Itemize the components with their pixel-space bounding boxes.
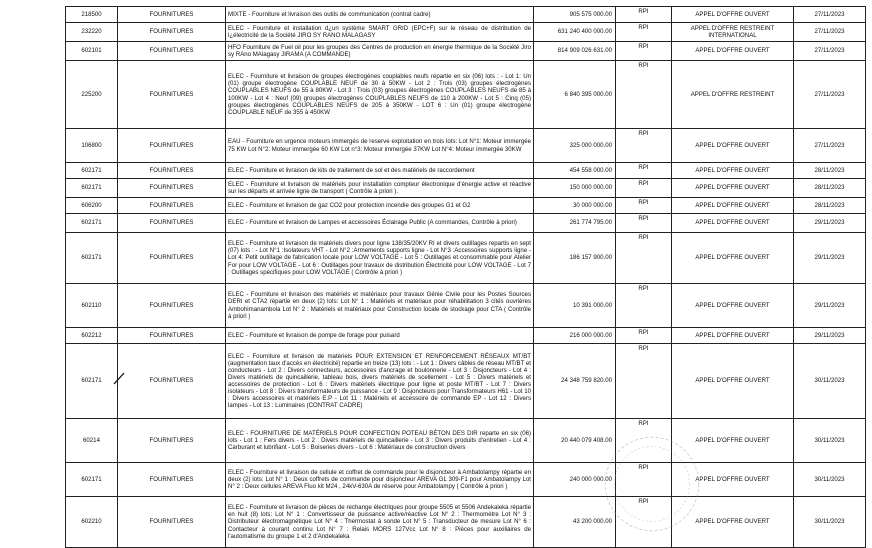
cell-date: 29/11/2023 bbox=[794, 233, 866, 284]
cell-procurement-mode: APPEL D'OFFRE OUVERT bbox=[672, 419, 794, 463]
cell-amount: 186 157 900.00 bbox=[534, 233, 616, 284]
procurement-table bbox=[65, 6, 865, 548]
cell-amount: 43 200 000.00 bbox=[534, 497, 616, 548]
cell-code: 225200 bbox=[66, 61, 118, 129]
cell-procurement-mode: APPEL D'OFFRE OUVERT bbox=[672, 179, 794, 198]
cell-procurement-mode: APPEL D'OFFRE OUVERT bbox=[672, 7, 794, 23]
table-row bbox=[66, 23, 866, 42]
cell-code: 602101 bbox=[66, 42, 118, 61]
table-row bbox=[66, 7, 866, 23]
cell-description: ELEC - Fourniture et livraison de kits de traitement de sol et des matériels de raccordement bbox=[226, 163, 534, 179]
cell-amount: 150 000 000.00 bbox=[534, 179, 616, 198]
cell-amount: 24 348 759 820.00 bbox=[534, 344, 616, 419]
cell-date: 27/11/2023 bbox=[794, 23, 866, 42]
cell-description: HFO Fourniture de Fuel oil pour les groupes des Centres de production en énergie thermique de la Société Jiro sy RAno MAlagasy JIRAMA (A COMMANDE) bbox=[226, 42, 534, 61]
table-row bbox=[66, 179, 866, 198]
cell-code: 602171 bbox=[66, 179, 118, 198]
cell-description: ELEC - Fourniture et livraison de matériels POUR EXTENSION ET RENFORCEMENT RÉSEAUX MT/BT (augmentation taux d'accès en électricité) repartie en treize (13) lots : - Lot 1 : Divers câbles de réseau MT/BT et conducteurs - Lot 2 : Divers connecteurs, accessoires d'ancrage et boulonnerie - Lot 3 : Disjoncteurs - Lot 4 : Divers matériels de quincaillerie, tableau bois, divers matériels de scellement - Lot 5 : Divers matériels et accessoires de protection - Lot 6 : Divers matériels électrique pour ligne et poste MT/BT - Lot 7 : Divers isolateurs - Lot 8 : Divers transformateurs de puissance - Lot 9 : Disjoncteurs pour Transformateurs H61 - Lot 10 : Divers accessoires et matériels E.P - Lot 11 : Matériels et accessoire de commande EP - Lot 12 : Divers lampes - Lot 13 : Luminaires (CONTRAT CADRE) bbox=[226, 344, 534, 419]
cell-code: 602210 bbox=[66, 497, 118, 548]
cell-type: FOURNITURES bbox=[118, 284, 226, 328]
cell-description: ELEC - Fourniture et livraison de matériels pour installation compteur électronique d'énergie active et réactive sur les départs et arrivée ligne de transport ( Contrôle à priori ). bbox=[226, 179, 534, 198]
cell-procurement-mode: APPEL D'OFFRE OUVERT bbox=[672, 129, 794, 163]
cell-code: 602171 bbox=[66, 163, 118, 179]
cell-type: FOURNITURES bbox=[118, 7, 226, 23]
cell-date: 29/11/2023 bbox=[794, 214, 866, 233]
table-row bbox=[66, 497, 866, 548]
cell-procurement-mode: APPEL D'OFFRE OUVERT bbox=[672, 463, 794, 497]
cell-procurement-mode: APPEL D'OFFRE OUVERT bbox=[672, 42, 794, 61]
cell-rpi: RPI bbox=[616, 328, 672, 344]
table-row bbox=[66, 61, 866, 129]
cell-description: ELEC - Fourniture et installation d¿un système SMART GRID (EPC+F) sur le réseau de distribution de l¿électricité de la Société JIRO SY RANO MALAGASY bbox=[226, 23, 534, 42]
cell-date: 29/11/2023 bbox=[794, 284, 866, 328]
cell-type: FOURNITURES bbox=[118, 198, 226, 214]
cell-procurement-mode: APPEL D'OFFRE OUVERT bbox=[672, 163, 794, 179]
cell-code: 606200 bbox=[66, 198, 118, 214]
cell-amount: 30 000 000.00 bbox=[534, 198, 616, 214]
cell-date: 27/11/2023 bbox=[794, 61, 866, 129]
cell-description: ELEC - Fourniture et livraison de pompe de forage pour puisard bbox=[226, 328, 534, 344]
table-body bbox=[66, 7, 866, 548]
cell-procurement-mode: APPEL D'OFFRE OUVERT bbox=[672, 198, 794, 214]
cell-amount: 325 000 000.00 bbox=[534, 129, 616, 163]
cell-description: ELEC - Fourniture et livraison des matériels et matériaux pour travaux Génie Civile pour les Postes Sources DERI et CTA2 répartie en deux (2) lots: Lot N° 1 : Matériels et matériaux pour réhabilitation 3 cités ouvrières Ambohimanambola Lot N° 2 : Matériels et matériaux pour Construction locale de stockage pour CTA ( Contrôle à priori ) bbox=[226, 284, 534, 328]
cell-type: FOURNITURES bbox=[118, 328, 226, 344]
cell-type: FOURNITURES bbox=[118, 23, 226, 42]
cell-code: 602212 bbox=[66, 328, 118, 344]
cell-type: FOURNITURES bbox=[118, 42, 226, 61]
cell-procurement-mode: APPEL D'OFFRE OUVERT bbox=[672, 214, 794, 233]
cell-rpi: RPI bbox=[616, 214, 672, 233]
cell-procurement-mode: APPEL D'OFFRE OUVERT bbox=[672, 328, 794, 344]
cell-description: ELEC - Fourniture et livraison de matériels divers pour ligne 138/35/20KV RI et divers outillages repartis en sept (07) lots : - Lot N°1 :Isolateurs VHT - Lot N°2 :Armements supports ligne - Lot N°3 :Accessoires supports ligne - Lot 4: Petit outillage de fabrication locale pour LOW VOLTAGE - Lot 5 : Outillages et consommable pour Atelier For pour LOW VOLTAGE - Lot 6 : Outillages pour travaux de distribution Électricité pour LOW VOLTAGE - Lot 7 : Outillages spécifiques pour LOW VOLTAGE ( Contrôle à priori ) bbox=[226, 233, 534, 284]
cell-date: 30/11/2023 bbox=[794, 497, 866, 548]
table-row bbox=[66, 42, 866, 61]
cell-amount: 216 000 000.00 bbox=[534, 328, 616, 344]
cell-code: 602171 bbox=[66, 463, 118, 497]
table-row bbox=[66, 129, 866, 163]
cell-amount: 905 575 000.00 bbox=[534, 7, 616, 23]
cell-rpi: RPI bbox=[616, 198, 672, 214]
cell-code: 232220 bbox=[66, 23, 118, 42]
cell-date: 27/11/2023 bbox=[794, 42, 866, 61]
cell-description: ELEC - Fourniture et livraison de Lampes et accessoires Éclairage Public (A commandes, Contrôle à priori) bbox=[226, 214, 534, 233]
table-row bbox=[66, 214, 866, 233]
cell-rpi: RPI bbox=[616, 463, 672, 497]
table-row bbox=[66, 163, 866, 179]
cell-code: 602171 bbox=[66, 214, 118, 233]
cell-type: FOURNITURES bbox=[118, 497, 226, 548]
cell-type: FOURNITURES bbox=[118, 233, 226, 284]
cell-amount: 454 558 000.00 bbox=[534, 163, 616, 179]
cell-rpi: RPI bbox=[616, 61, 672, 129]
cell-rpi: RPI bbox=[616, 344, 672, 419]
cell-procurement-mode: APPEL D'OFFRE OUVERT bbox=[672, 497, 794, 548]
cell-rpi: RPI bbox=[616, 23, 672, 42]
cell-procurement-mode: APPEL D'OFFRE OUVERT bbox=[672, 344, 794, 419]
cell-code: 602171 bbox=[66, 344, 118, 419]
cell-amount: 814 909 026 631.00 bbox=[534, 42, 616, 61]
cell-rpi: RPI bbox=[616, 284, 672, 328]
table-row bbox=[66, 463, 866, 497]
cell-type: FOURNITURES bbox=[118, 419, 226, 463]
cell-procurement-mode: APPEL D'OFFRE OUVERT bbox=[672, 284, 794, 328]
cell-procurement-mode: APPEL D'OFFRE OUVERT bbox=[672, 233, 794, 284]
cell-rpi: RPI bbox=[616, 163, 672, 179]
cell-code: 602110 bbox=[66, 284, 118, 328]
cell-description: ELEC - Fourniture et livraison de gaz CO2 pour protection incendie des groupes G1 et G2 bbox=[226, 198, 534, 214]
table-row bbox=[66, 344, 866, 419]
cell-rpi: RPI bbox=[616, 129, 672, 163]
cell-date: 28/11/2023 bbox=[794, 198, 866, 214]
cell-date: 28/11/2023 bbox=[794, 163, 866, 179]
cell-procurement-mode: APPEL D'OFFRE RESTREINT INTERNATIONAL bbox=[672, 23, 794, 42]
cell-date: 30/11/2023 bbox=[794, 419, 866, 463]
cell-amount: 631 240 400 000.00 bbox=[534, 23, 616, 42]
cell-rpi: RPI bbox=[616, 419, 672, 463]
table-row bbox=[66, 233, 866, 284]
cell-type: FOURNITURES bbox=[118, 214, 226, 233]
stamp-icon bbox=[600, 432, 704, 536]
cell-amount: 10 391 000.00 bbox=[534, 284, 616, 328]
cell-date: 27/11/2023 bbox=[794, 129, 866, 163]
cell-type: FOURNITURES bbox=[118, 344, 226, 419]
cell-code: 60214 bbox=[66, 419, 118, 463]
cell-date: 27/11/2023 bbox=[794, 7, 866, 23]
cell-type: FOURNITURES bbox=[118, 463, 226, 497]
table-row bbox=[66, 198, 866, 214]
cell-type: FOURNITURES bbox=[118, 163, 226, 179]
cell-amount: 20 440 079 408.00 bbox=[534, 419, 616, 463]
cell-description: ELEC - Fourniture et livraison de groupes électrogènes couplables neufs répartie en six (06) lots : - Lot 1: Un (01) groupe électrogène COUPLABLE NEUF de 30 à 50KW - Lot 2 : Trois (03) groupes électrogènes COUPLABLES NEUFS de 55 à 80KW - Lot 3 : Trois (03) groupes électrogènes COUPLABLES NEUFS de 85 à 100KW - Lot 4 : Neuf (09) groupes électrogènes COUPLABLES NEUFS de 110 à 200KW - Lot 5 : Cinq (05) groupes électrogènes COUPLABLES NEUFS de 205 à 350KW - LOT 6 : Un (01) groupe électrogène COUPLABLE NEUF de 355 à 450KW bbox=[226, 61, 534, 129]
cell-description: ELEC - Fourniture et livraison de pièces de rechange électriques pour groupe 5505 et 5506 Andekaleka répartie en huit (8) lots: Lot N° 1 : Convertisseur de puissance active/réactive Lot N° 2 : Thermomètre Lot N° 3 : Distributeur électromagnétique Lot N° 4 : Thermostat à sonde Lot N° 5 : Transducteur de mesure Lot N° 6 : Contacteur à courant continu Lot N° 7 : Relais MORS 127Vcc Lot N° 8 : Pièces pour auxiliaires de l'automatisme du groupe 1 et 2 d'Andekaleka bbox=[226, 497, 534, 548]
cell-description: ELEC - FOURNITURE DE MATÉRIELS POUR CONFECTION POTEAU BÉTON DES DIR reparte en six (06) lots - Lot 1 : Fers divers - Lot 2 : Divers matériels de quincaillerie - Lot 3 : Divers produits d'entretien - Lot 4 : Carburant et lubrifiant - Lot 5 : Boiseries divers - Lot 6 : Matériaux de construction divers bbox=[226, 419, 534, 463]
cell-code: 106800 bbox=[66, 129, 118, 163]
cell-rpi: RPI bbox=[616, 497, 672, 548]
cell-date: 29/11/2023 bbox=[794, 328, 866, 344]
cell-date: 30/11/2023 bbox=[794, 344, 866, 419]
table-row bbox=[66, 419, 866, 463]
cell-amount: 261 774 795.00 bbox=[534, 214, 616, 233]
cell-code: 602171 bbox=[66, 233, 118, 284]
cell-date: 30/11/2023 bbox=[794, 463, 866, 497]
cell-amount: 240 000 000.00 bbox=[534, 463, 616, 497]
cell-rpi: RPI bbox=[616, 42, 672, 61]
cell-type: FOURNITURES bbox=[118, 61, 226, 129]
cell-code: 218500 bbox=[66, 7, 118, 23]
cell-rpi: RPI bbox=[616, 179, 672, 198]
cell-description: ELEC - Fourniture et livraison de cellule et coffret de commande pour le disjoncteur à Ambatolampy répartie en deux (2) lots: Lot N° 1 : Deux coffrets de commande pour disjoncteur AREVA GL 309-F1 pour Ambatolampy Lot N° 2 : Deux cellules AREVA Fluo kit M24 , 24kV-630A de réserve pour Ambatolampy ( Contrôle à priori ) bbox=[226, 463, 534, 497]
cell-procurement-mode: APPEL D'OFFRE RESTREINT bbox=[672, 61, 794, 129]
cell-rpi: RPI bbox=[616, 233, 672, 284]
cell-amount: 6 840 395 000.00 bbox=[534, 61, 616, 129]
cell-rpi: RPI bbox=[616, 7, 672, 23]
cell-type: FOURNITURES bbox=[118, 179, 226, 198]
cell-description: MIXTE - Fourniture et livraison des outils de communication (contrat cadre) bbox=[226, 7, 534, 23]
table-row bbox=[66, 284, 866, 328]
table-row bbox=[66, 328, 866, 344]
cell-type: FOURNITURES bbox=[118, 129, 226, 163]
pen-tick-mark-icon bbox=[112, 370, 128, 386]
cell-description: EAU - Fourniture en urgence moteurs immergés de reserve exploitation en trois lots: Lot N°1: Moteur immergée 75 KW Lot N°2: Moteur immergée 60 KW Lot n°3: Moteur immergée 37KW Lot N°4: Moteur immergée 30KW bbox=[226, 129, 534, 163]
cell-date: 28/11/2023 bbox=[794, 179, 866, 198]
